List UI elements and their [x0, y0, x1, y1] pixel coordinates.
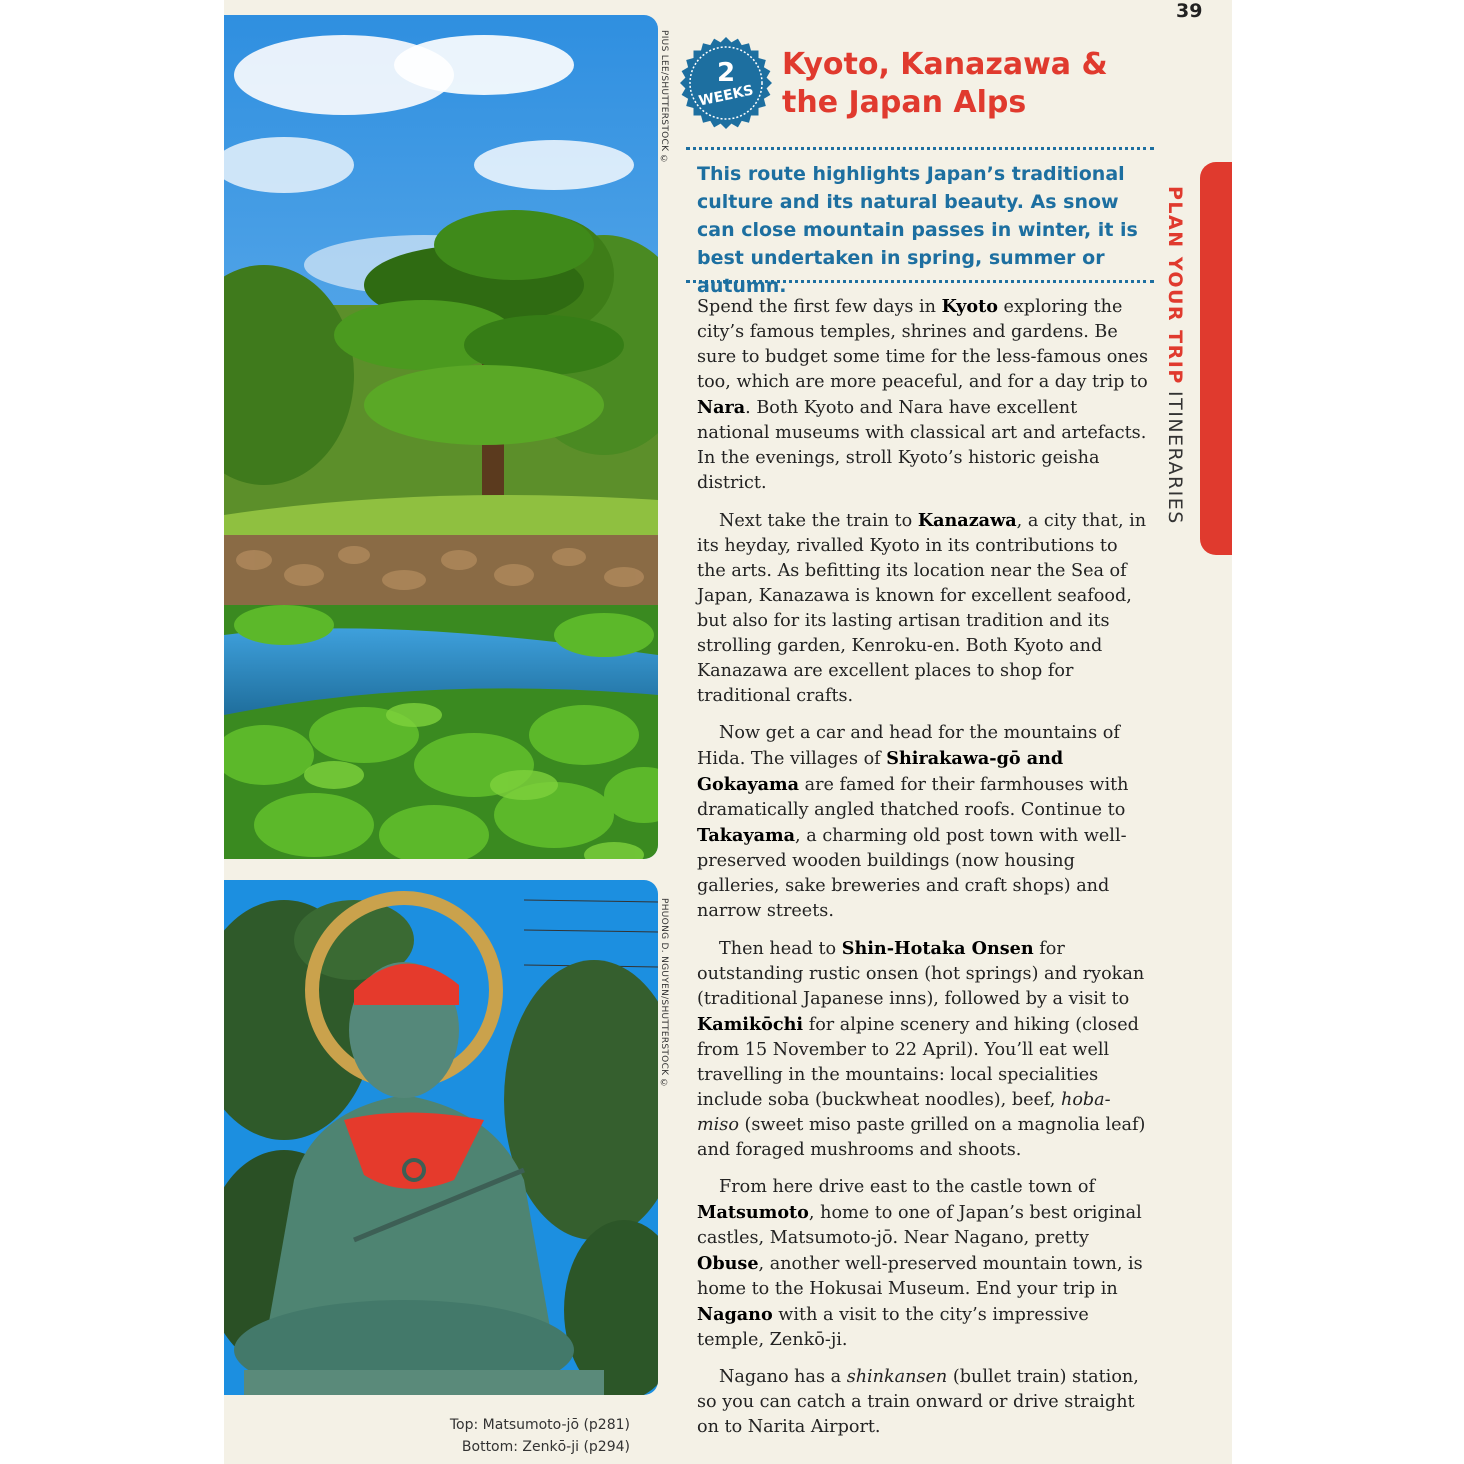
duration-badge [680, 37, 772, 129]
paragraph-2: Next take the train to Kanazawa, a city that, in its heyday, rivalled Kyoto in its contributions to the arts. As befitting its location near the Sea of Japan, Kanazawa is known for excellent seafood, but also for its lasting artisan tradition and its strolling garden, Kenroku-en. Both Kyoto and Kanazawa are excellent places to shop for traditional crafts. [697, 510, 1147, 706]
section-tab[interactable] [1200, 162, 1232, 555]
caption-bottom: Bottom: Zenkō-ji (p294) [461, 1439, 630, 1455]
page-number: 39 [1176, 0, 1203, 22]
divider-bottom [686, 280, 1154, 283]
photo-bottom [224, 880, 658, 1395]
itinerary-title [782, 46, 1162, 122]
intro-text: This route highlights Japan’s traditional culture and its natural beauty. As snow can close mountain passes in winter, it is best undertaken in spring, summer or autumn. [697, 163, 1138, 297]
paragraph-4: Then head to Shin-Hotaka Onsen for outstanding rustic onsen (hot springs) and ryokan (traditional Japanese inns), followed by a visit to Kamikōchi for alpine scenery and hiking (closed from 15 November to 22 April). You’ll eat well travelling in the mountains: local specialities include soba (buckwheat noodles), beef, hoba-miso (sweet miso paste grilled on a magnolia leaf) and foraged mushrooms and shoots. [697, 938, 1146, 1160]
section-label-strong: PLAN YOUR TRIP [1164, 186, 1186, 385]
paragraph-3: Now get a car and head for the mountains of Hida. The villages of Shirakawa-gō and Gokayama are famed for their farmhouses with dramatically angled thatched roofs. Continue to Takayama, a charming old post town with well-preserved wooden buildings (now housing galleries, sake breweries and craft shops) and narrow streets. [697, 723, 1129, 921]
buddha-statue-photo [224, 880, 658, 1395]
photo-caption [380, 1414, 630, 1458]
section-label-light: ITINERARIES [1164, 390, 1186, 525]
title-line-1: Kyoto, Kanazawa & [782, 47, 1108, 82]
paragraph-6: Nagano has a shinkansen (bullet train) station, so you can catch a train onward or drive straight on to Narita Airport. [697, 1367, 1139, 1437]
section-label [1164, 186, 1186, 525]
paragraph-1: Spend the first few days in Kyoto exploring the city’s famous temples, shrines and gardens. Be sure to budget some time for the less-famous ones too, which are more peaceful, and for a day trip to Nara. Both Kyoto and Nara have excellent national museums with classical art and artefacts. In the evenings, stroll Kyoto’s historic geisha district. [697, 296, 1149, 493]
caption-top: Top: Matsumoto-jō (p281) [449, 1417, 630, 1433]
garden-pine-photo [224, 15, 658, 859]
photo-top [224, 15, 658, 859]
badge-unit: WEEKS [697, 82, 756, 110]
badge-number: 2 [716, 58, 736, 88]
photo-credit-top: PIUS LEE/SHUTTERSTOCK © [659, 30, 669, 165]
title-line-2: the Japan Alps [782, 85, 1027, 120]
paragraph-5: From here drive east to the castle town of Matsumoto, home to one of Japan’s best original castles, Matsumoto-jō. Near Nagano, pretty Obuse, another well-preserved mountain town, is home to the Hokusai Museum. End your trip in Nagano with a visit to the city’s impressive temple, Zenkō-ji. [697, 1177, 1143, 1350]
photo-credit-bottom: PHUONG D. NGUYEN/SHUTTERSTOCK © [659, 898, 669, 1089]
divider-top [686, 147, 1154, 150]
body-text [697, 294, 1149, 1452]
